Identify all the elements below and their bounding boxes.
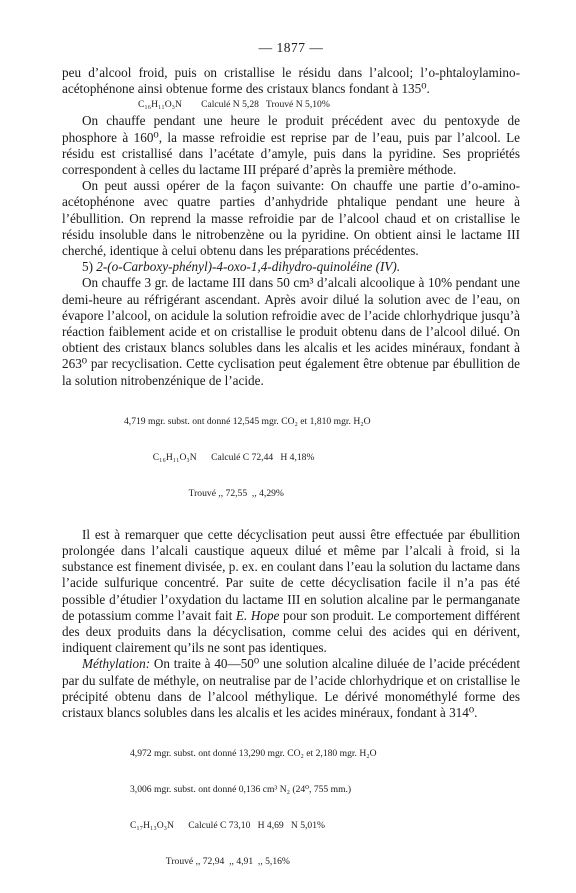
analysis-line: 4,972 mgr. subst. ont donné 13,290 mgr. CO₂ et 2,180 mgr. H₂O	[130, 748, 377, 760]
paragraph-text: Il est à remarquer que cette décyclisation peut aussi être effectuée par ébullition prolongée dans l’alcali caustique aqueux dilué et même par l’alcali à froid, si la substance est finement divisée, p. ex. en coulant dans l’eau la solution du lactame dans l’acide sulfurique concentré. Par suite de cette décyclisation facile il n’a pas été possible d’étudier l’oxydation du lactame III en solution alcaline par le permanganate de potassium comme l’avait fait	[62, 526, 520, 623]
paragraph-methylation	[62, 656, 520, 721]
analysis-formula-1: C₁₆H₁₁O₃N Calculé N 5,28 Trouvé N 5,10%	[138, 99, 330, 111]
paragraph-text: pour son produit. Le comportement différent des deux produits dans la décyclisation, comme celui des acides qui en dérivent, indiquent clairement qu’ils ne sont pas identiques.	[62, 607, 520, 656]
document-page	[62, 40, 520, 893]
analysis-line: Trouvé ,, 72,94 ,, 4,91 ,, 5,16%	[130, 856, 290, 868]
analysis-line: 3,006 mgr. subst. ont donné 0,136 cm³ N₂ (24⁰, 755 mm.)	[130, 784, 352, 796]
paragraph-continuation: peu d’alcool froid, puis on cristallise le résidu dans l’alcool; l’o-phtaloylamino-acétophénone ainsi obtenue forme des cristaux blancs fondant à 135⁰.	[62, 65, 520, 97]
paragraph-phosphorus-pentoxide: On chauffe pendant une heure le produit précédent avec du pentoxyde de phosphore à 160⁰, la masse refroidie est reprise par de l’eau, puis par l’alcool. Le résidu est cristallisé dans l’acétate d’amyle, puis dans la pyridine. Ses propriétés correspondent à celles du lactame III préparé d’après la première méthode.	[62, 113, 520, 178]
paragraph-lactam-hydrolysis: On chauffe 3 gr. de lactame III dans 50 cm³ d’alcali alcoolique à 10% pendant une demi-heure au réfrigérant ascendant. Après avoir dilué la solution avec de l’eau, on évapore l’alcool, on acidule la solution refroidie avec de l’acide chlorhydrique jusqu’à réaction faiblement acide et on cristallise le produit obtenu dans de l’alcool dilué. On obtient des cristaux blancs solubles dans les alcalis et les acides minéraux, fondant à 263⁰ par recyclisation. Cette cyclisation peut également être obtenue par ébullition de la solution nitrobenzénique de l’acide.	[62, 275, 520, 388]
analysis-line: 4,719 mgr. subst. ont donné 12,545 mgr. CO₂ et 1,810 mgr. H₂O	[124, 415, 371, 427]
analysis-line: Trouvé ,, 72,55 ,, 4,29%	[124, 487, 284, 499]
page-number: — 1877 —	[258, 40, 324, 55]
analysis-line: C₁₇H₁₃O₃N Calculé C 73,10 H 4,69 N 5,01%	[130, 820, 325, 832]
paragraph-alternative-method: On peut aussi opérer de la façon suivante: On chauffe une partie d’o-amino-acétophénone avec quatre parties d’anhydride phtalique pendant une heure à l’ébullition. On reprend la masse refroidie par de l’alcool chaud et on cristallise le résidu insoluble dans le nitrobenzène ou la pyridine. On obtient ainsi le lactame III cherché, identique à celui obtenu dans les préparations précédentes.	[62, 178, 520, 259]
paragraph-text: On traite à 40—50⁰ une solution alcaline diluée de l’acide précédent par du sulfate de méthyle, on neutralise par de l’acide chlorhydrique et on cristallise le précipité obtenu dans de l’alcool méthylique. Le dérivé monométhylé forme des cristaux blancs solubles dans les alcalis et les acides minéraux, fondant à 314⁰.	[62, 656, 520, 721]
analysis-block-3	[130, 724, 520, 892]
analysis-block-2	[124, 392, 520, 524]
methylation-label: Méthylation:	[82, 656, 151, 672]
section-heading	[62, 259, 520, 275]
section-title: 2-(o-Carboxy-phényl)-4-oxo-1,4-dihydro-quinoléine (IV).	[96, 259, 401, 275]
analysis-line: C₁₆H₁₁O₃N Calculé C 72,44 H 4,18%	[124, 451, 315, 463]
paragraph-decyclisation	[62, 527, 520, 657]
author-name: E. Hope	[235, 607, 280, 623]
section-number: 5)	[82, 259, 97, 275]
